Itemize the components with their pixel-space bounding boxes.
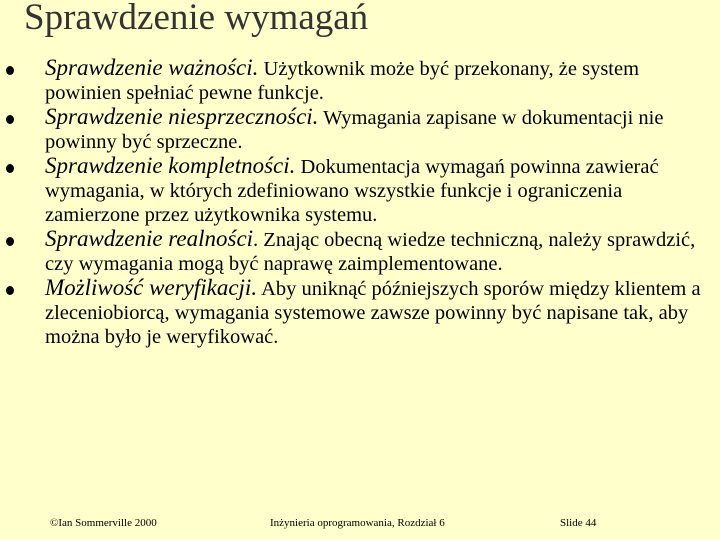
footer-copyright: ©Ian Sommerville 2000	[50, 517, 157, 529]
bullet-item-validity	[0, 56, 720, 105]
bullet-dot-icon	[6, 237, 14, 246]
bullet-item-realism	[0, 227, 720, 276]
bullet-dot-icon	[6, 286, 14, 295]
footer-slide-number: Slide 44	[560, 517, 597, 529]
bullet-text: Użytkownik może być przekonany, że system powinien spełniać pewne funkcje.	[45, 58, 640, 104]
bullet-text: Wymagania zapisane w dokumentacji nie powinny być sprzeczne.	[45, 107, 664, 153]
bullet-text: Aby uniknąć późniejszych sporów między klientem a zleceniobiorcą, wymagania systemowe zawsze powinny być napisane tak, aby można było je weryfikować.	[45, 278, 701, 348]
bullet-term: Sprawdzenie niesprzeczności.	[45, 104, 319, 129]
bullet-list	[0, 56, 720, 349]
slide-title: Sprawdzenie wymagań	[24, 0, 369, 38]
bullet-dot-icon	[6, 66, 14, 75]
bullet-dot-icon	[6, 164, 14, 173]
bullet-term: Sprawdzenie kompletności.	[45, 153, 296, 178]
bullet-term: Sprawdzenie ważności.	[45, 55, 259, 80]
bullet-text: Dokumentacja wymagań powinna zawierać wymagania, w których zdefiniowano wszystkie funkcje i ograniczenia zamierzone przez użytkownika systemu.	[45, 156, 659, 226]
bullet-term: Sprawdzenie realności	[45, 226, 254, 251]
bullet-item-consistency	[0, 105, 720, 154]
bullet-term: Możliwość weryfikacji.	[45, 275, 258, 300]
bullet-item-verifiability	[0, 276, 720, 349]
bullet-dot-icon	[6, 115, 14, 124]
bullet-item-completeness	[0, 154, 720, 227]
slide-footer	[0, 517, 720, 535]
footer-course: Inżynieria oprogramowania, Rozdział 6	[270, 517, 445, 529]
bullet-text: . Znając obecną wiedze techniczną, należy sprawdzić, czy wymagania mogą być naprawę zaimplementowane.	[45, 229, 696, 275]
